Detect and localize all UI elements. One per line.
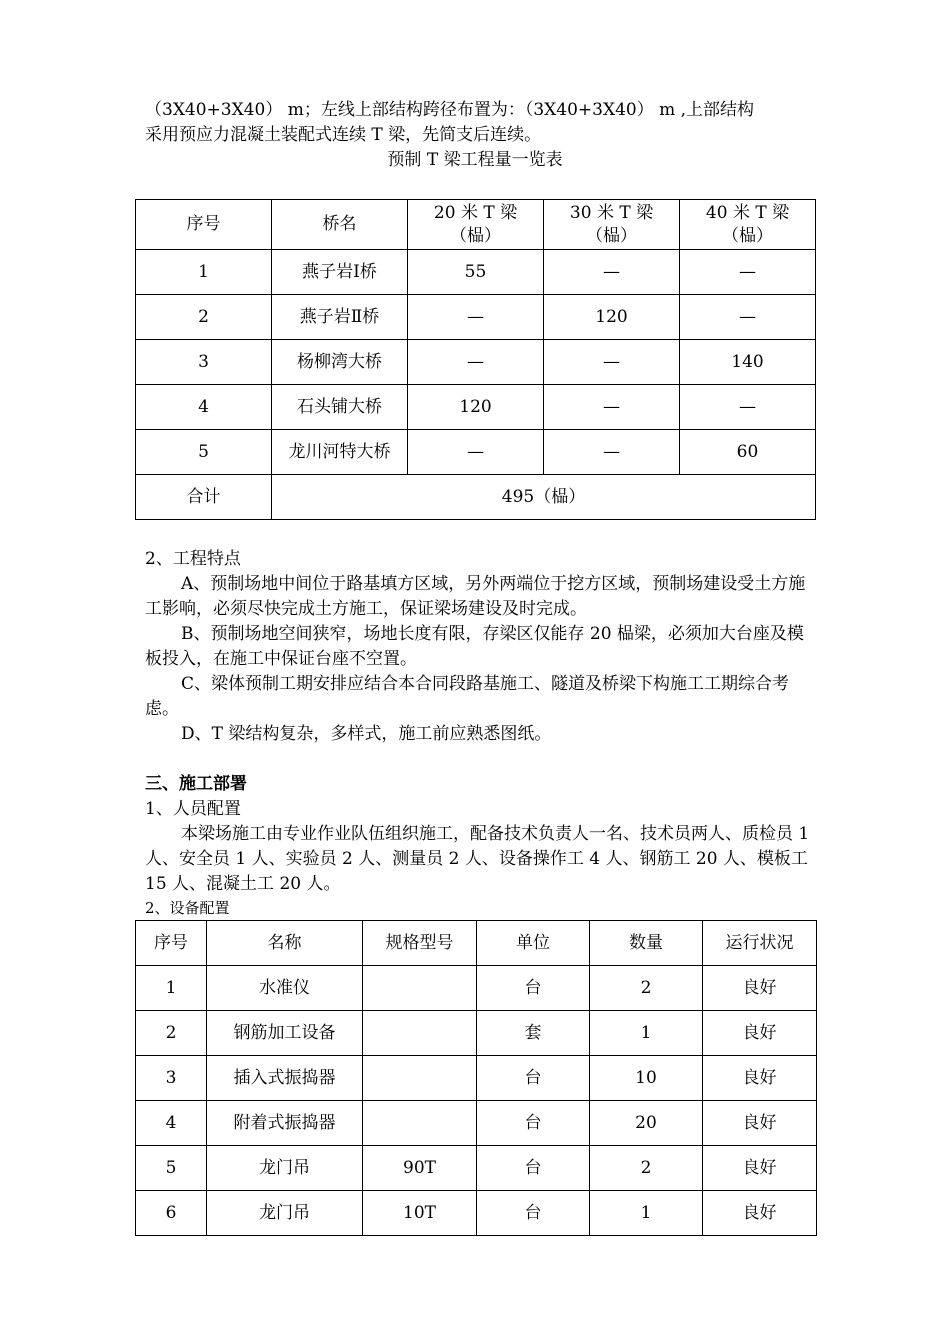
personnel-text: 本梁场施工由专业作业队伍组织施工，配备技术负责人一名、技术员两人、质检员 1 人、安全员 1 人、实验员 2 人、测量员 2 人、设备操作工 4 人、钢筋工 20 人、模板工 15 人、混凝土工 20 人。 [145, 824, 810, 894]
table-cell: 1 [590, 1011, 703, 1056]
total-value: 495（榀） [272, 475, 816, 520]
table-cell: 台 [477, 1146, 590, 1191]
table-cell: — [680, 385, 816, 430]
table-cell: 4 [136, 1101, 207, 1146]
table-cell: 4 [136, 385, 272, 430]
header-cell: 30 米 T 梁 （榀） [544, 200, 680, 250]
header-cell: 单位 [477, 921, 590, 966]
intro-line-1: （3X40+3X40） m；左线上部结构跨径布置为：（3X40+3X40） m ,上部结构 [145, 100, 755, 120]
header-cell: 序号 [136, 921, 207, 966]
personnel-heading: 1、人员配置 [145, 799, 241, 819]
table-cell: — [544, 430, 680, 475]
table-cell: 120 [544, 295, 680, 340]
table-cell: 良好 [703, 1146, 817, 1191]
table-cell: 水准仪 [207, 966, 363, 1011]
table-cell: 良好 [703, 1191, 817, 1236]
table1-caption: 预制 T 梁工程量一览表 [387, 150, 563, 170]
table-cell: 良好 [703, 1056, 817, 1101]
table-cell: 台 [477, 1101, 590, 1146]
table-cell: 20 [590, 1101, 703, 1146]
table-row [136, 430, 816, 475]
header-cell: 名称 [207, 921, 363, 966]
header-cell: 数量 [590, 921, 703, 966]
table-header-row [136, 921, 817, 966]
table-cell: 钢筋加工设备 [207, 1011, 363, 1056]
intro-line-2: 采用预应力混凝土装配式连续 T 梁，先简支后连续。 [145, 125, 542, 145]
table-cell: 良好 [703, 966, 817, 1011]
table-cell [363, 1011, 477, 1056]
feature-c: C、梁体预制工期安排应结合本合同段路基施工、隧道及桥梁下构施工工期综合考虑。 [145, 674, 790, 719]
table-cell: — [544, 340, 680, 385]
header-cell: 规格型号 [363, 921, 477, 966]
table-cell: 2 [136, 295, 272, 340]
equipment-heading: 2、设备配置 [145, 899, 230, 917]
total-label: 合计 [136, 475, 272, 520]
table-cell: 台 [477, 1056, 590, 1101]
table-cell: 5 [136, 1146, 207, 1191]
feature-a: A、预制场地中间位于路基填方区域，另外两端位于挖方区域，预制场建设受土方施工影响，必须尽快完成土方施工，保证梁场建设及时完成。 [145, 574, 806, 619]
table-cell: — [408, 430, 544, 475]
table-cell: 龙门吊 [207, 1146, 363, 1191]
table-cell [363, 1101, 477, 1146]
table-cell: 台 [477, 966, 590, 1011]
equipment-table [135, 920, 817, 1236]
table-cell: 90T [363, 1146, 477, 1191]
table-row [136, 295, 816, 340]
table-cell: 插入式振捣器 [207, 1056, 363, 1101]
table-cell: 套 [477, 1011, 590, 1056]
feature-b: B、预制场地空间狭窄，场地长度有限，存梁区仅能存 20 榀梁，必须加大台座及模板投入，在施工中保证台座不空置。 [145, 624, 804, 669]
header-cell: 序号 [136, 200, 272, 250]
table-cell: 良好 [703, 1011, 817, 1056]
table-cell: 5 [136, 430, 272, 475]
table-cell: 龙川河特大桥 [272, 430, 408, 475]
table-cell: 杨柳湾大桥 [272, 340, 408, 385]
header-cell: 桥名 [272, 200, 408, 250]
table-cell: 55 [408, 250, 544, 295]
header-cell: 20 米 T 梁 （榀） [408, 200, 544, 250]
header-cell: 40 米 T 梁 （榀） [680, 200, 816, 250]
table-cell: 120 [408, 385, 544, 430]
table-cell: 2 [590, 966, 703, 1011]
table-cell: 3 [136, 1056, 207, 1101]
total-row [136, 475, 816, 520]
table-cell: 附着式振捣器 [207, 1101, 363, 1146]
table-row [136, 1101, 817, 1146]
features-heading: 2、工程特点 [145, 549, 241, 569]
table-cell: 燕子岩Ⅰ桥 [272, 250, 408, 295]
table-cell: 良好 [703, 1101, 817, 1146]
table-cell: 6 [136, 1191, 207, 1236]
table-cell: — [544, 385, 680, 430]
table-cell: — [680, 295, 816, 340]
section3-heading: 三、施工部署 [145, 774, 247, 794]
table-row [136, 1191, 817, 1236]
table-row [136, 1056, 817, 1101]
table-row [136, 966, 817, 1011]
tbeam-quantity-table [135, 199, 816, 520]
table-cell: 1 [590, 1191, 703, 1236]
table-cell: — [680, 250, 816, 295]
table-cell: 60 [680, 430, 816, 475]
table-cell: 2 [590, 1146, 703, 1191]
table-cell: 燕子岩Ⅱ桥 [272, 295, 408, 340]
feature-d: D、T 梁结构复杂，多样式，施工前应熟悉图纸。 [181, 724, 552, 744]
table-cell: 石头铺大桥 [272, 385, 408, 430]
table-cell: 10 [590, 1056, 703, 1101]
table-cell [363, 1056, 477, 1101]
table-cell: 1 [136, 250, 272, 295]
table-header-row [136, 200, 816, 250]
table-cell: — [408, 295, 544, 340]
table-cell: — [544, 250, 680, 295]
table-row [136, 250, 816, 295]
table-cell [363, 966, 477, 1011]
table-cell: 龙门吊 [207, 1191, 363, 1236]
table-row [136, 1011, 817, 1056]
table-row [136, 340, 816, 385]
table-cell: 1 [136, 966, 207, 1011]
table-cell: 台 [477, 1191, 590, 1236]
table-cell: 140 [680, 340, 816, 385]
table-row [136, 1146, 817, 1191]
table-cell: 2 [136, 1011, 207, 1056]
table-cell: — [408, 340, 544, 385]
header-cell: 运行状况 [703, 921, 817, 966]
table-cell: 10T [363, 1191, 477, 1236]
table-cell: 3 [136, 340, 272, 385]
table-row [136, 385, 816, 430]
